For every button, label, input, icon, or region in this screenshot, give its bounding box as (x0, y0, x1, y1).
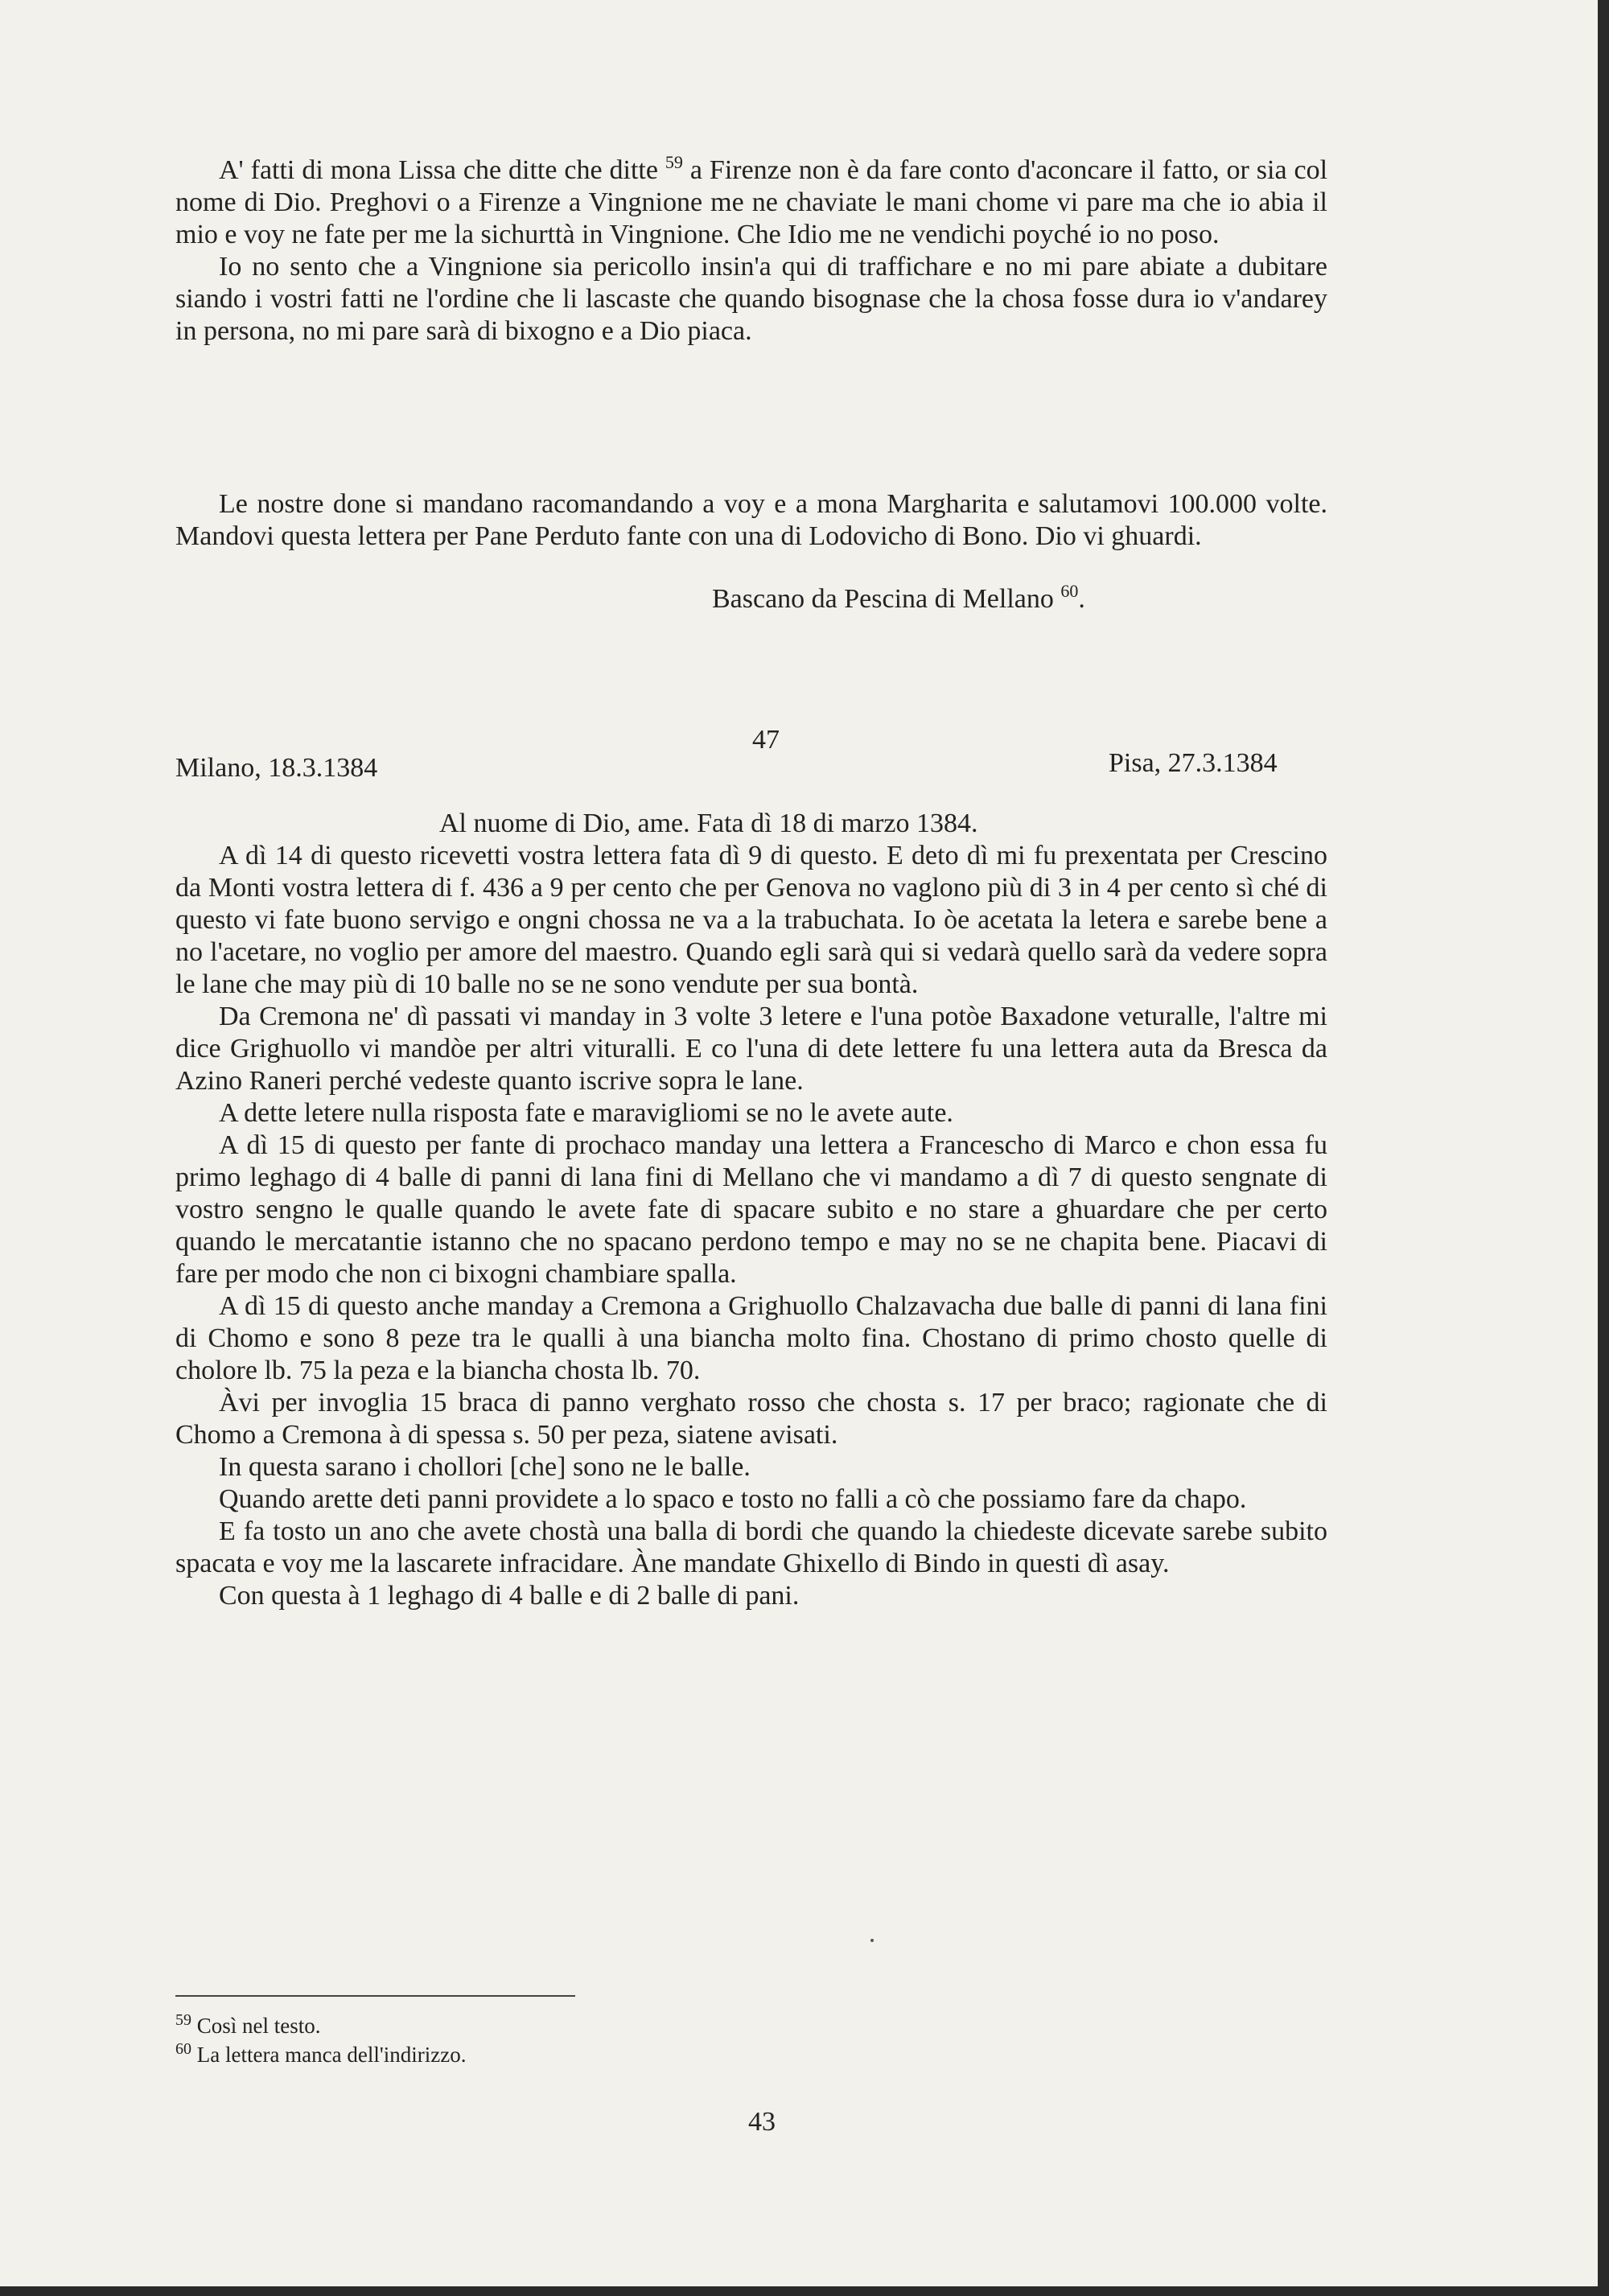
paragraph (175, 154, 1327, 251)
scan-edge-right (1598, 0, 1609, 2296)
paragraph: Da Cremona ne' dì passati vi manday in 3 volte 3 letere e l'una potòe Baxadone veturalle, l'altre mi dice Grighuollo vi mandòe per altri vituralli. E co l'una di dete lettere fu una lettera auta da Bresca da Azino Raneri perché vedeste quanto iscrive sopra le lane. (175, 1002, 1327, 1096)
letter-number: 47 (752, 725, 780, 755)
text-span: a Firenze non è da fare conto d'aconcare il fatto, or sia col nome di Dio. Preghovi o a Firenze a Vingnione me ne chaviate le mani chome vi pare ma che io abia il mio e voy ne fate per me la sichurttà in Vingnione. Che Idio me ne vendichi poyché io no poso. (175, 155, 1328, 249)
footnote-reference: 59 (665, 152, 683, 172)
scan-edge-bottom (0, 2286, 1609, 2296)
paragraph: Àvi per invoglia 15 braca di panno verghato rosso che chosta s. 17 per braco; ragionate che di Chomo a Cremona à di spessa s. 50 per peza, siatene avisati. (175, 1388, 1327, 1450)
letter-46-continuation (175, 154, 1327, 348)
paragraph: A dì 14 di questo ricevetti vostra lettera fata dì 9 di questo. E deto dì mi fu prexentata per Crescino da Monti vostra lettera di f. 436 a 9 per cento che per Genova no vaglono più di 3 in 4 per cento sì ché di questo vi fate buono servigo e ongni chossa ne va a la trabuchata. Io òe acetata la letera e sarebe bene a no l'acetare, no voglio per amore del maestro. Quando egli sarà qui si vedarà quello sarà da vedere sopra le lane che may più di 10 balle no se ne sono vendute per sua bontà. (175, 841, 1327, 999)
letter-47-body (175, 808, 1327, 1612)
paragraph: Con questa à 1 leghago di 4 balle e di 2 balle di pani. (219, 1581, 800, 1611)
signature (712, 583, 1085, 615)
footnote (175, 2011, 466, 2040)
footnotes (175, 2011, 466, 2069)
letter-origin: Milano, 18.3.1384 (175, 753, 378, 783)
paragraph: A dì 15 di questo anche manday a Cremona a Grighuollo Chalzavacha due balle di panni di lana fini di Chomo e sono 8 peze tra le qualli à una biancha molto fina. Chostano di primo chosto quelle di cholore lb. 75 la peza e la biancha chosta lb. 70. (175, 1291, 1327, 1385)
footnote-divider (175, 1995, 575, 1997)
footnote-number: 59 (175, 2011, 191, 2029)
paragraph: Io no sento che a Vingnione sia pericollo insin'a qui di traffichare e no mi pare abiate a dubitare siando i vostri fatti ne l'ordine che li lascaste che quando bisognase che la chosa fosse dura io v'andarey in persona, no mi pare sarà di bixogno e a Dio piaca. (175, 252, 1327, 346)
footnote-text: Così nel testo. (196, 2014, 321, 2038)
signature-name: Bascano da Pescina di Mellano (712, 584, 1054, 614)
closing-paragraph: Le nostre done si mandano racomandando a voy e a mona Margharita e salutamovi 100.000 volte. Mandovi questa lettera per Pane Perduto fante con una di Lodovicho di Bono. Dio vi ghuardi. (175, 489, 1327, 551)
footnote (175, 2040, 466, 2069)
paragraph: A dette letere nulla risposta fate e maravigliomi se no le avete aute. (219, 1098, 953, 1128)
letter-destination: Pisa, 27.3.1384 (1109, 748, 1278, 778)
page-number: 43 (748, 2107, 776, 2137)
footnote-reference: 60 (1060, 581, 1079, 601)
paragraph: In questa sarano i chollori [che] sono ne le balle. (219, 1452, 751, 1482)
signature-period: . (1078, 584, 1085, 614)
paragraph: Quando arette deti panni providete a lo spaco e tosto no falli a cò che possiamo fare da chapo. (219, 1484, 1247, 1514)
footnote-number: 60 (175, 2040, 191, 2058)
text-span: A' fatti di mona Lissa che ditte che ditte (219, 155, 658, 185)
letter-opening: Al nuome di Dio, ame. Fata dì 18 di marzo 1384. (439, 809, 978, 838)
stray-mark (870, 1939, 874, 1942)
footnote-text: La lettera manca dell'indirizzo. (196, 2043, 467, 2067)
paragraph: E fa tosto un ano che avete chostà una balla di bordi che quando la chiedeste dicevate sarebe subito spacata e voy me la lascarete infracidare. Àne mandate Ghixello di Bindo in questi dì asay. (175, 1516, 1327, 1578)
paragraph: A dì 15 di questo per fante di prochaco manday una lettera a Francescho di Marco e chon essa fu primo leghago di 4 balle di panni di lana fini di Mellano che vi mandamo a dì 7 di questo sengnate di vostro sengno le qualle quando le avete fate di spacare subito e no stare a ghuardare che per certo quando le mercatantie istanno che no spacano perdono tempo e may no se ne chapita bene. Piacavi di fare per modo che non ci bixogni chambiare spalla. (175, 1130, 1327, 1289)
letter-46-closing (175, 488, 1327, 553)
